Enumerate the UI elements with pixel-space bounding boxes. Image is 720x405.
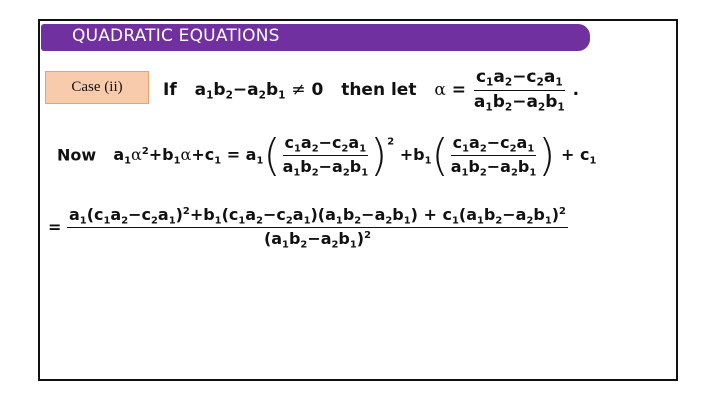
slide-title: QUADRATIC EQUATIONS <box>72 26 280 46</box>
eq3-denominator: $(a_1b_2-a_2b_1)^2$ <box>263 229 371 251</box>
eq2-fraction-1: $\frac{c_1a_2-c_2a_1}{a_1b_2-a_2b_1}$ <box>282 133 369 179</box>
eq2-prefix: Now <box>57 145 97 165</box>
eq1-middle: then let <box>341 80 417 101</box>
eq1-alpha: α <box>434 80 446 101</box>
equation-condition: If $a_1b_2-a_2b_1 \ne 0$ then let α = $\frac{c_1a_2-c_2a_1}{a_1b_2-a_2b_1}$ . <box>163 67 580 114</box>
case-label: Case (ii) <box>45 71 149 104</box>
eq3-numerator: $a_1(c_1a_2-c_2a_1)^2+b_1(c_1a_2-c_2a_1)(a_1b_2-a_2b_1) + c_1(a_1b_2-a_2b_1)^2$ <box>68 205 566 227</box>
eq2-fraction-2: $\frac{c_1a_2-c_2a_1}{a_1b_2-a_2b_1}$ <box>450 133 537 179</box>
eq1-numerator: $c_1a_2-c_2a_1$ <box>475 67 563 89</box>
eq1-lhs: $a_1b_2-a_2b_1 \ne 0$ <box>194 80 324 102</box>
equation-substitution: Now $a_1\alpha^2+b_1\alpha+c_1 = a_1$( $\frac{c_1a_2-c_2a_1}{a_1b_2-a_2b_1}$ )$^2 +b_1$( $\frac{c_1a_2-c_2a_1}{a_1b_2-a_2b_1}$ ) + $c_1$ <box>57 129 597 181</box>
eq1-prefix: If <box>163 80 177 101</box>
eq3-fraction <box>67 205 568 251</box>
eq2-lhs: $a_1\alpha^2+b_1\alpha+c_1$ <box>113 145 222 167</box>
eq1-denominator: $a_1b_2-a_2b_1$ <box>473 91 565 114</box>
eq1-fraction <box>472 67 567 113</box>
equation-expanded: = $\frac{a_1(c_1a_2-c_2a_1)^2+b_1(c_1a_2-c_2a_1)(a_1b_2-a_2b_1) + c_1(a_1b_2-a_2b_1)^2}{(a_1b_2-a_2b_1)^2}$ <box>48 205 566 251</box>
